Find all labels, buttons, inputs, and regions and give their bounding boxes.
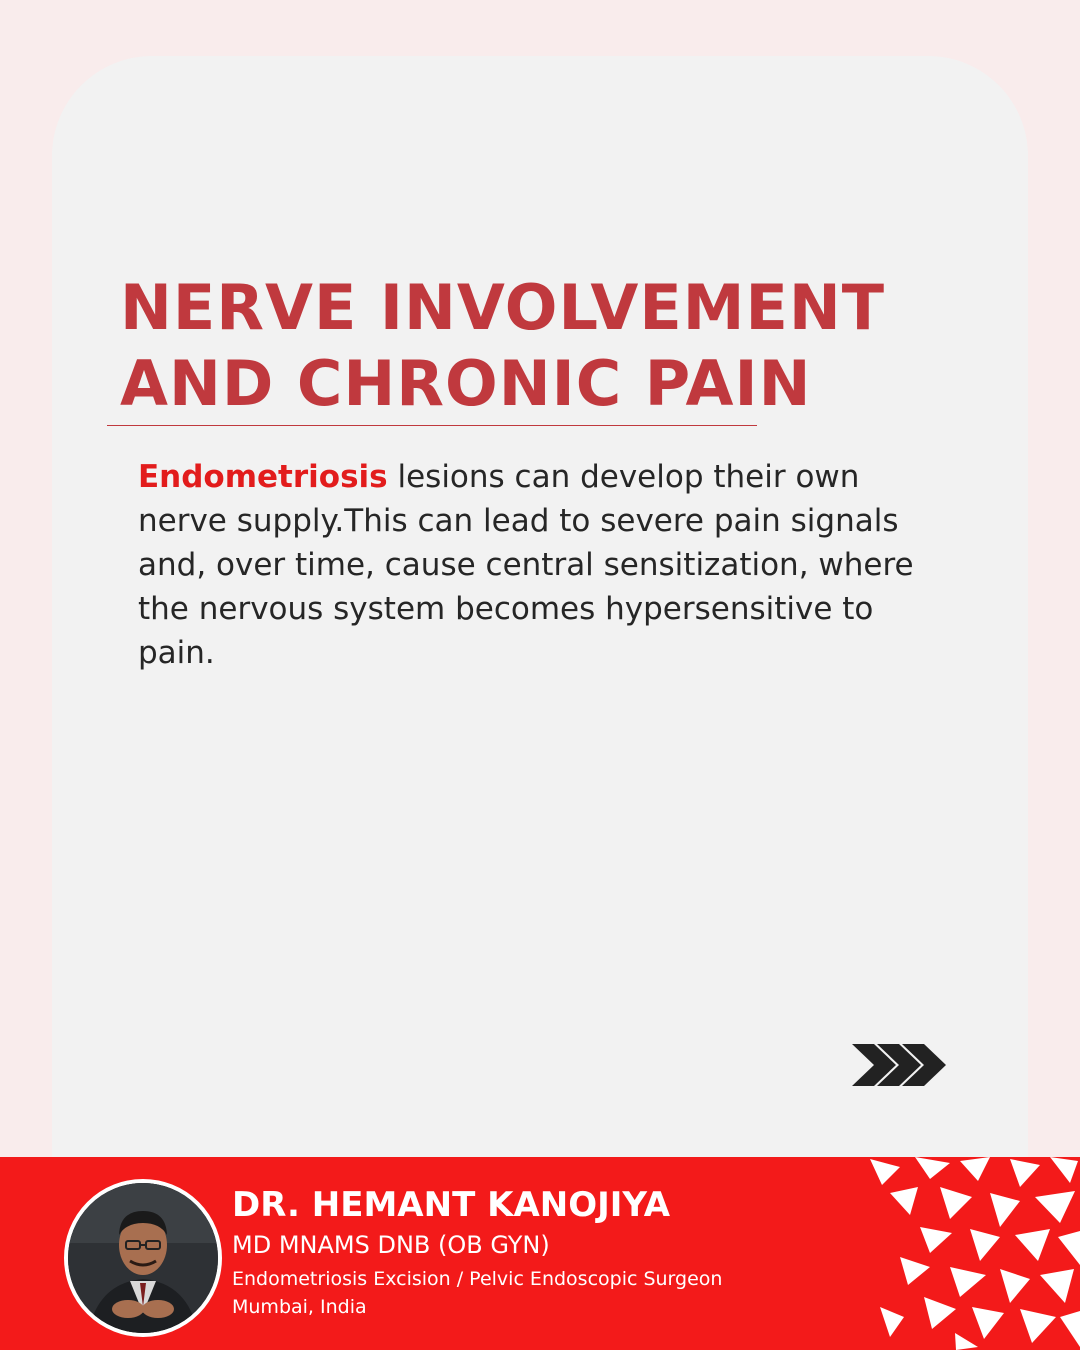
triple-chevron-right-icon[interactable]	[850, 1040, 950, 1090]
body-rest: lesions can develop their own nerve supply.This can lead to severe pain signals and, over time, cause central sensitization, where the nervous system becomes hypersensitive to pain.	[138, 459, 914, 671]
title-underline	[107, 425, 757, 426]
doctor-degree: MD MNAMS DNB (OB GYN)	[232, 1231, 550, 1259]
title-line-2: AND CHRONIC PAIN	[120, 347, 812, 420]
body-highlight: Endometriosis	[138, 459, 388, 495]
avatar	[64, 1179, 222, 1337]
shard-pattern-icon	[860, 1157, 1080, 1350]
doctor-portrait-icon	[68, 1183, 218, 1333]
slide-title	[120, 270, 885, 422]
footer-banner	[0, 1157, 1080, 1350]
doctor-location: Mumbai, India	[232, 1296, 367, 1318]
title-line-1: NERVE INVOLVEMENT	[120, 271, 885, 344]
doctor-role: Endometriosis Excision / Pelvic Endoscopic Surgeon	[232, 1268, 723, 1290]
body-paragraph	[138, 455, 938, 675]
doctor-name: DR. HEMANT KANOJIYA	[232, 1185, 671, 1225]
